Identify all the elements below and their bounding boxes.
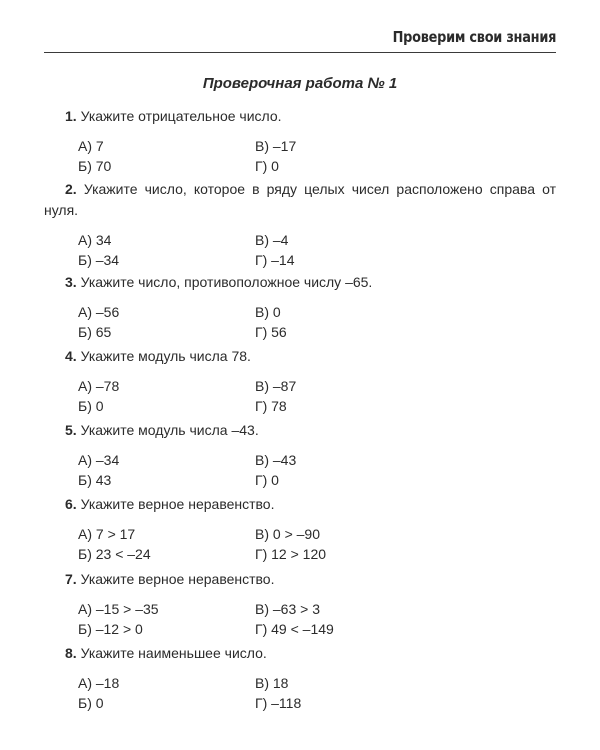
question-prompt: Укажите модуль числа –43. (80, 422, 259, 438)
answer-option: Г) 49 < –149 (255, 620, 334, 637)
question-number: 7. (65, 571, 77, 587)
answer-option: Б) –34 (78, 251, 120, 268)
answer-option: В) 0 > –90 (255, 526, 320, 542)
question-prompt: Укажите отрицательное число. (80, 108, 282, 124)
answer-option: Г) –118 (255, 694, 302, 711)
answer-option: Б) 0 (78, 694, 104, 711)
answer-option: Б) 23 < –24 (78, 545, 151, 562)
answer-option: А) –18 (78, 675, 120, 691)
question-8 (44, 643, 556, 713)
question-prompt: Укажите число, противоположное числу –65. (80, 274, 373, 290)
answer-option: В) –43 (255, 452, 297, 468)
answer-option: А) –34 (78, 452, 120, 468)
answer-options (78, 674, 556, 713)
question-7 (44, 569, 556, 639)
answer-option: В) –87 (255, 378, 297, 394)
answer-option: Г) –14 (255, 251, 295, 268)
question-prompt: Укажите модуль числа 78. (80, 348, 251, 364)
answer-options (78, 137, 556, 176)
answer-option: В) –63 > 3 (255, 601, 320, 617)
question-text (44, 420, 556, 441)
answer-option: Б) –12 > 0 (78, 620, 143, 637)
question-text (44, 272, 556, 293)
answer-option: Г) 0 (255, 471, 279, 488)
answer-option: Б) 70 (78, 157, 112, 174)
question-prompt: Укажите число, которое в ряду целых чисел расположено справа от нуля. (44, 181, 557, 218)
answer-options (78, 525, 556, 564)
question-text (44, 106, 556, 127)
answer-option: А) 7 (78, 138, 104, 154)
answer-option: Б) 43 (78, 471, 112, 488)
question-3 (44, 272, 556, 342)
section-title: Проверим свои знания (392, 28, 556, 46)
answer-option: А) 34 (78, 232, 112, 248)
page-header (44, 28, 556, 53)
question-prompt: Укажите наименьшее число. (80, 645, 267, 661)
answer-option: В) 18 (255, 675, 289, 691)
question-number: 8. (65, 645, 77, 661)
answer-option: Г) 56 (255, 323, 287, 340)
question-1 (44, 106, 556, 176)
answer-option: Г) 78 (255, 397, 287, 414)
question-text (44, 179, 556, 221)
answer-option: А) –15 > –35 (78, 601, 159, 617)
answer-options (78, 377, 556, 416)
question-text (44, 569, 556, 590)
question-text (44, 346, 556, 367)
answer-option: Б) 0 (78, 397, 104, 414)
answer-option: А) 7 > 17 (78, 526, 136, 542)
answer-options (78, 451, 556, 490)
question-prompt: Укажите верное неравенство. (80, 496, 275, 512)
answer-option: Б) 65 (78, 323, 112, 340)
answer-option: Г) 12 > 120 (255, 545, 327, 562)
question-6 (44, 494, 556, 564)
question-4 (44, 346, 556, 416)
answer-option: В) –17 (255, 138, 297, 154)
question-text (44, 494, 556, 515)
question-number: 3. (65, 274, 77, 290)
question-prompt: Укажите верное неравенство. (80, 571, 275, 587)
question-number: 6. (65, 496, 77, 512)
worksheet-title: Проверочная работа № 1 (202, 75, 398, 92)
answer-options (78, 303, 556, 342)
answer-option: А) –56 (78, 304, 120, 320)
answer-option: А) –78 (78, 378, 120, 394)
question-number: 2. (65, 181, 77, 197)
answer-option: В) –4 (255, 232, 289, 248)
answer-option: В) 0 (255, 304, 281, 320)
question-number: 5. (65, 422, 77, 438)
answer-options (78, 600, 556, 639)
question-2 (44, 179, 556, 270)
question-5 (44, 420, 556, 490)
answer-options (78, 231, 556, 270)
answer-option: Г) 0 (255, 157, 279, 174)
question-number: 4. (65, 348, 77, 364)
question-text (44, 643, 556, 664)
question-number: 1. (65, 108, 77, 124)
